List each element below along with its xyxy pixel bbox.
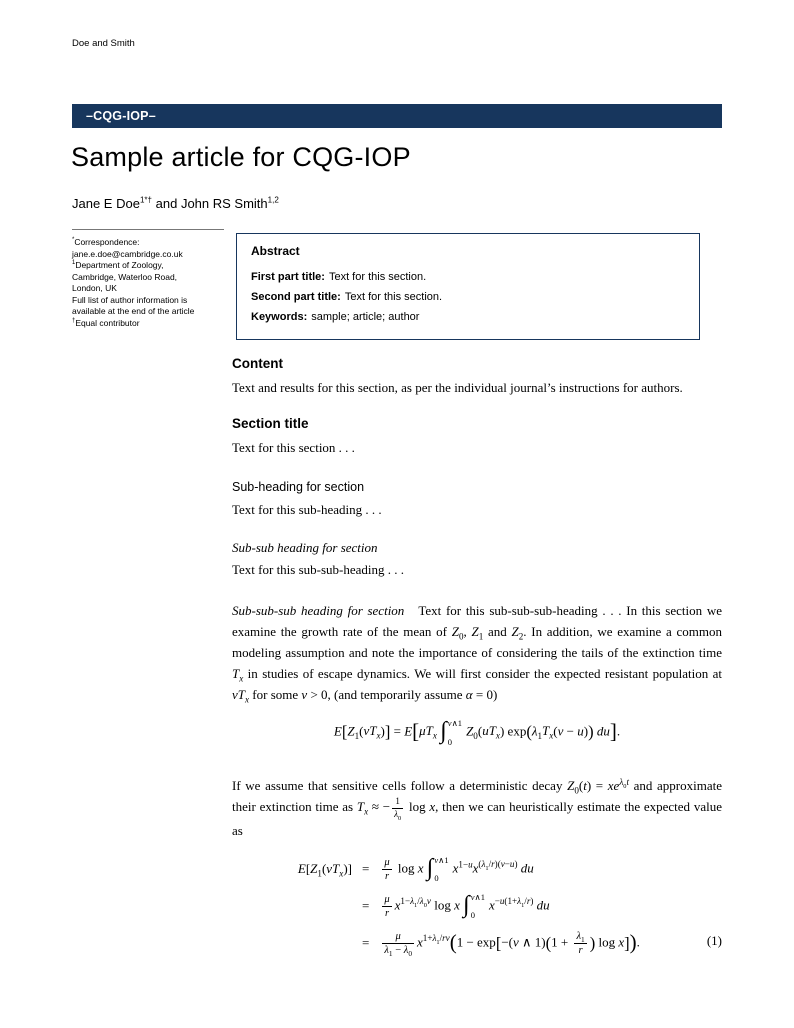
abstract-keywords-label: Keywords:: [251, 311, 308, 323]
abstract-second-part-row: [251, 287, 685, 307]
running-head: Doe and Smith: [72, 38, 135, 49]
authors-line: Jane E Doe$^{1*\dagger}$ and John RS Smith$^{1,2}$: [72, 195, 279, 211]
equals-sign: =: [362, 898, 370, 914]
content-paragraph: Text and results for this section, as per the individual journal’s instructions for authors.: [232, 380, 683, 395]
page-title: Sample article for CQG-IOP: [71, 142, 411, 172]
subheading-paragraph: Text for this sub-heading . . .: [232, 502, 382, 517]
correspondence-block: [72, 237, 230, 329]
equation-row: [260, 925, 722, 962]
sidebar-divider: [72, 229, 224, 230]
abstract-first-part-label: First part title:: [251, 271, 325, 283]
equation-number: (1): [706, 932, 722, 948]
subsubsub-text: Text for this sub-sub-sub-heading . . . In this section we examine the growth rate of the mean of $Z_0$, $Z_1$ and $Z_2$. In addition, we examine a common modeling assumption and note the importance of considering the tails of the extinction time $T_x$ in studies of escape dynamics. We will first consider the expected resistant population at $vT_x$ for some v > 0, (and temporarily assume α = 0): [232, 603, 723, 705]
abstract-keywords-text: sample; article; author: [311, 311, 420, 323]
affiliation-line-3: London, UK: [72, 283, 117, 293]
abstract-box: [236, 233, 700, 340]
article-body: [232, 356, 722, 962]
equation-rhs-2: $\frac{\mu}{r}$ $x^{1-\lambda_1/\lambda_0v}$ log x ∫ v∧1 0 $x^{-u(1+\lambda_1/r)}$ du: [384, 891, 550, 921]
equal-contributor-note: †Equal contributor: [72, 317, 140, 328]
aligned-equation-group: [232, 851, 722, 962]
subsubheading: Sub-sub heading for section: [232, 540, 378, 555]
equation-rhs-3: $\frac{\mu}{\lambda_1 - \lambda_0}$ $x^{1+\lambda_1/rv}(1 - \exp[-(v$ ∧ 1)(1 + $\frac{\lambda_1}{r}$ ) log x]).: [384, 929, 640, 958]
abstract-second-part-text: Text for this section.: [344, 291, 443, 303]
subsubsub-paragraph: [232, 600, 722, 705]
section-heading: Section title: [232, 416, 309, 431]
correspondence-email: jane.e.doe@cambridge.co.uk: [72, 248, 183, 259]
estimate-paragraph: If we assume that sensitive cells follow a deterministic decay $Z_0(t) = xe^{\lambda_0t}$ and approximate their extinction time as $T_x$ ≈ − $\frac{1}{\lambda_0}$ log x, then we can heuristically estimate the expected value as: [232, 776, 722, 838]
journal-banner: [72, 104, 722, 128]
correspondence-label: *Correspondence:: [72, 237, 140, 247]
equation-row: [260, 888, 722, 925]
subheading: Sub-heading for section: [232, 480, 365, 494]
author-info-note-line-1: Full list of author information is: [72, 294, 188, 305]
abstract-first-part-text: Text for this section.: [328, 271, 427, 283]
section-paragraph: Text for this section . . .: [232, 440, 355, 455]
journal-banner-label: –CQG-IOP–: [86, 109, 156, 123]
abstract-first-part-row: [251, 267, 685, 287]
affiliation-line-1: $^1$Department of Zoology,: [72, 260, 164, 270]
abstract-keywords-row: [251, 307, 685, 327]
abstract-second-part-label: Second part title:: [251, 291, 341, 303]
equation-row: [260, 851, 722, 888]
equation-rhs-1: $\frac{\mu}{r}$ log x ∫ v∧1 0 $x^{1-u}x^{(\lambda_1/r)(v-u)}$ du: [384, 854, 534, 884]
equation-lhs: $E[Z_1(vT_x)]$: [297, 861, 352, 879]
subsubheading-paragraph: Text for this sub-sub-heading . . .: [232, 562, 405, 577]
abstract-heading: Abstract: [251, 244, 300, 258]
display-equation: $E[Z_1(vT_x)] = E[\mu T_x$ ∫ v∧1 0 $Z_0(uT_x) \exp(\lambda_1T_x(v - u))$ du].: [333, 718, 621, 747]
affiliation-line-2: Cambridge, Waterloo Road,: [72, 271, 178, 282]
author-info-note-line-2: available at the end of the article: [72, 306, 195, 316]
equals-sign: =: [362, 935, 370, 951]
subsubsub-heading: Sub-sub-sub heading for section: [232, 603, 405, 618]
content-heading: Content: [232, 356, 283, 371]
equals-sign: =: [362, 861, 370, 877]
